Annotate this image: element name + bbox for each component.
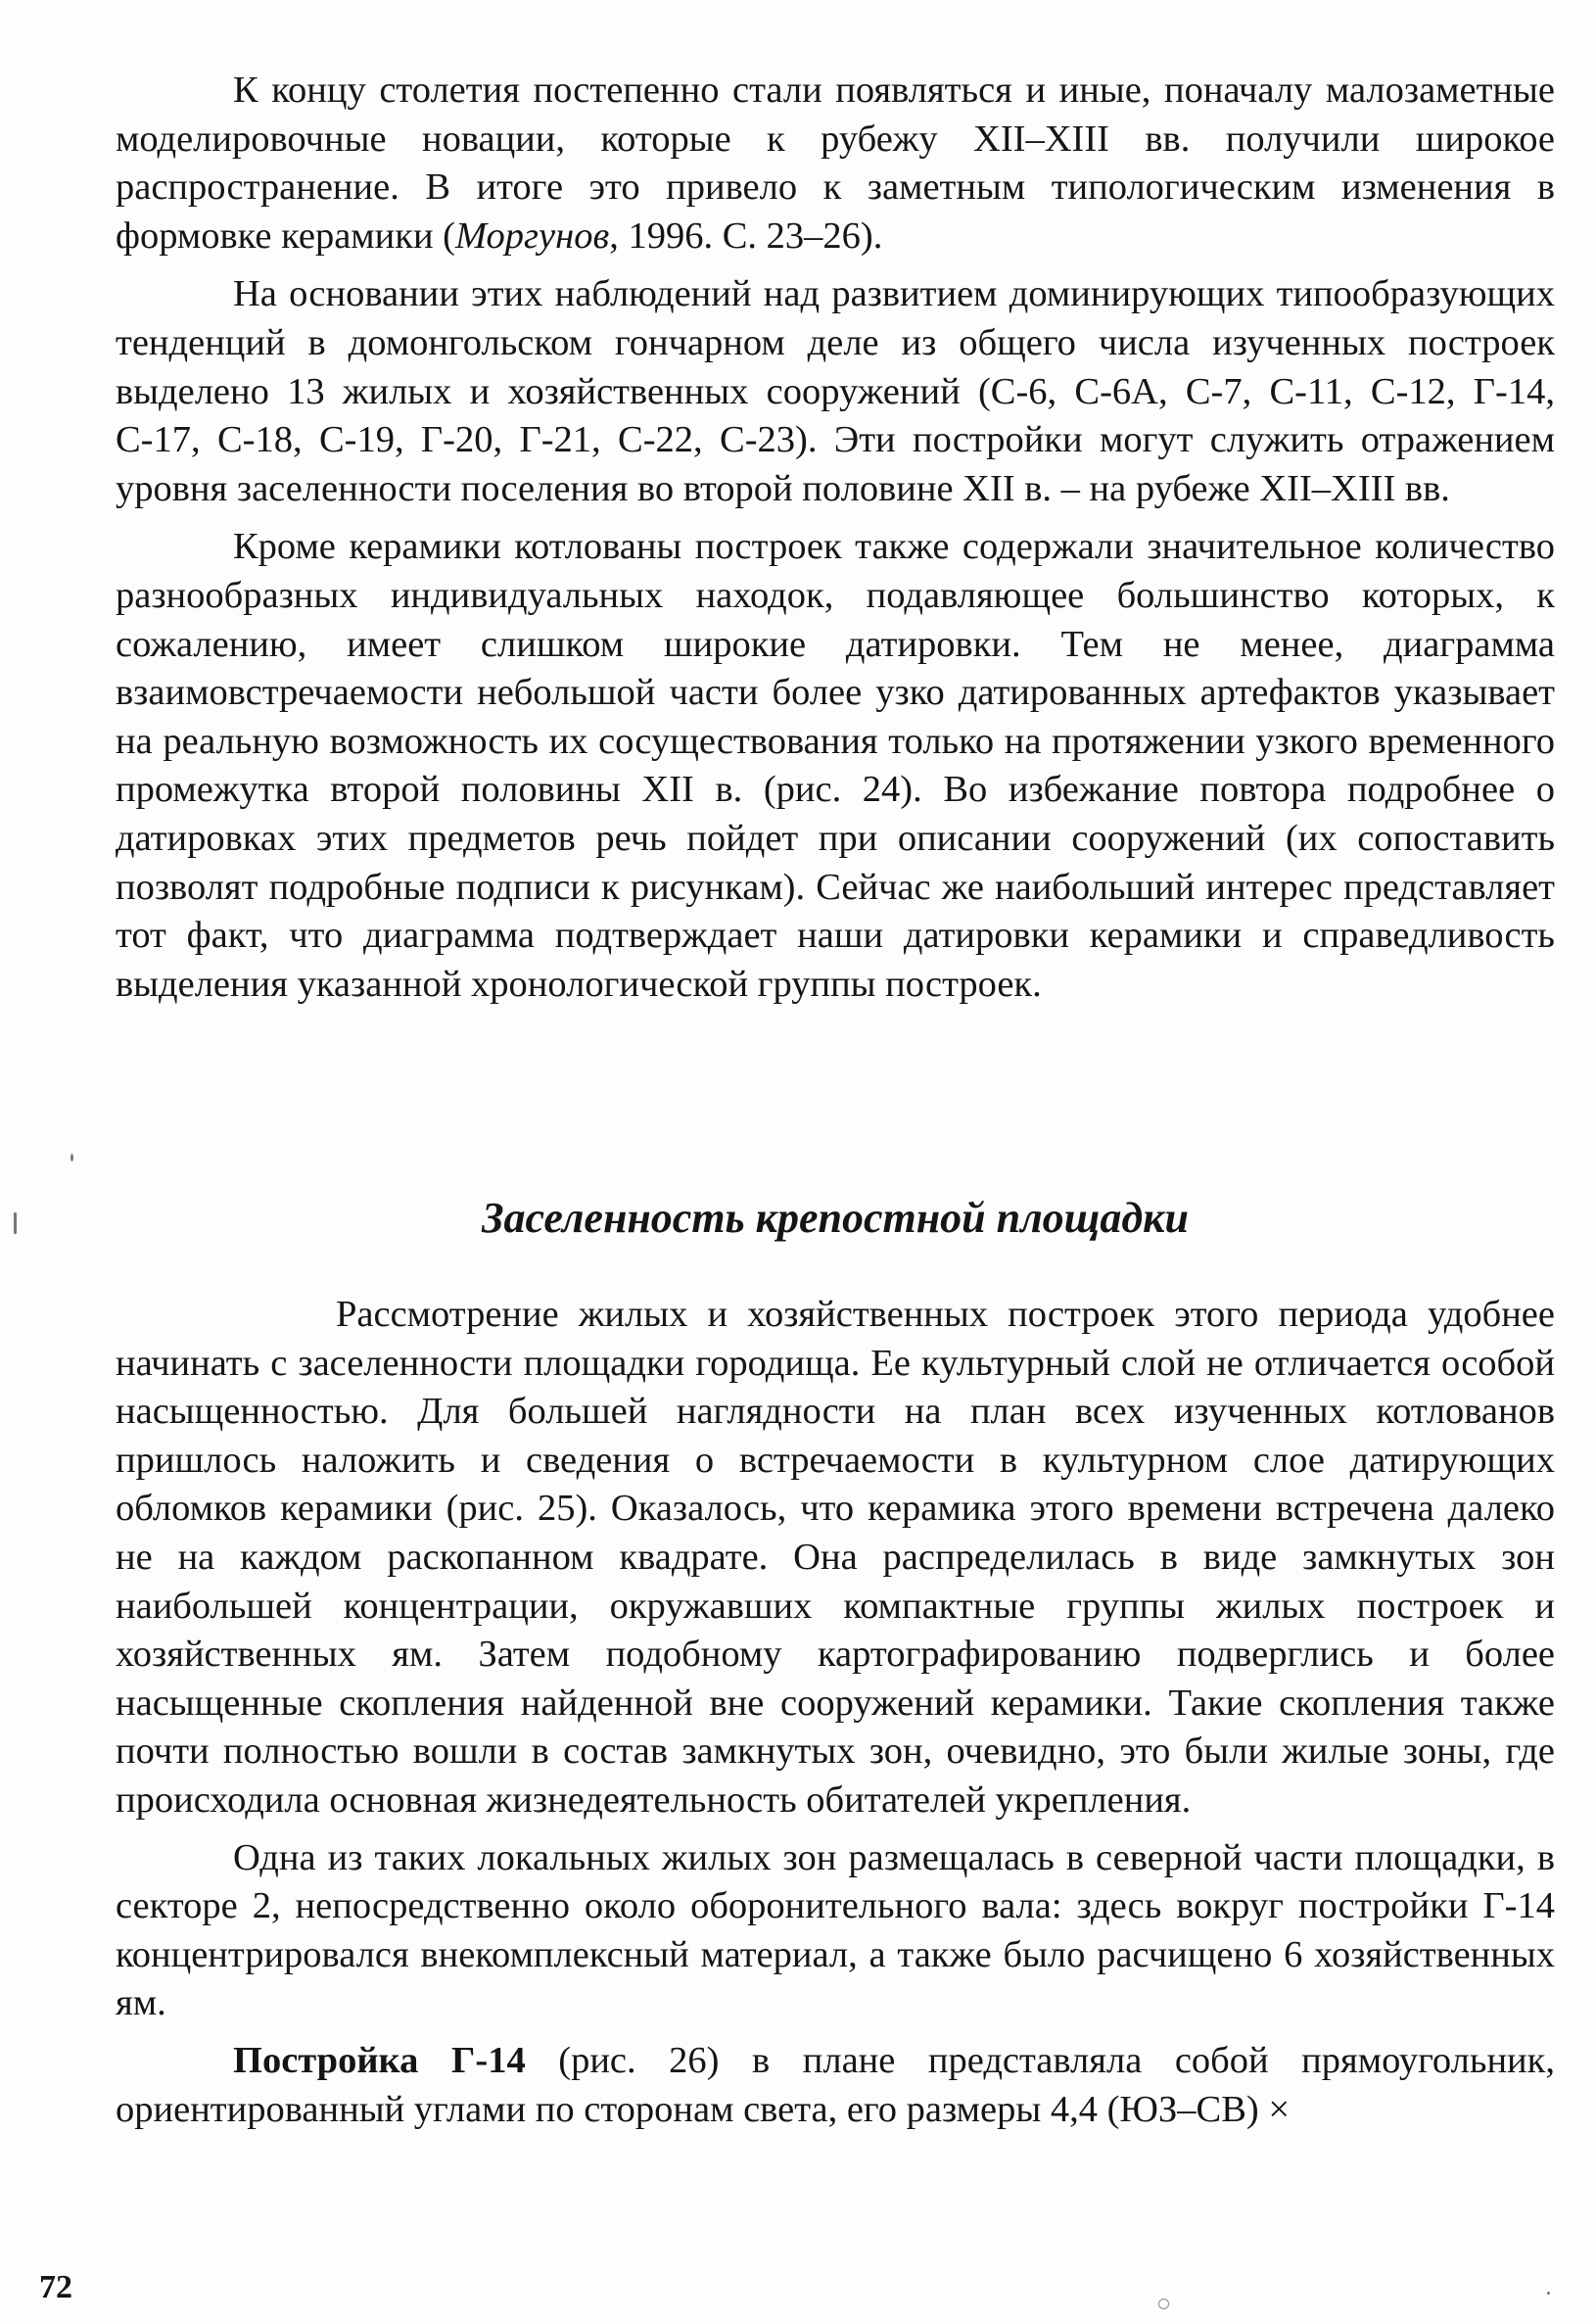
scan-speck [70, 1154, 73, 1162]
paragraph-text: (рис. 26) в плане представляла собой прямоугольник, ориентированный углами по сторонам света, его размеры 4,4 (ЮЗ–СВ) × [116, 2039, 1555, 2130]
text-section-lower [116, 1291, 1555, 2134]
paragraph: Рассмотрение жилых и хозяйственных построек этого периода удобнее начинать с заселенности площадки городища. Ее культурный слой не отличается особой насыщенностью. Для большей наглядности на план всех изученных котлованов пришлось наложить и сведения о встречаемости в культурном слое датирующих обломков керамики (рис. 25). Оказалось, что керамика этого времени встречена далеко не на каждом раскопанном квадрате. Она распределилась в виде замкнутых зон наибольшей концентрации, окружавших компактные группы жилых построек и хозяйственных ям. Затем подобному картографированию подверглись и более насыщенные скопления найденной вне сооружений керамики. Такие скопления также почти полностью вошли в состав замкнутых зон, очевидно, это были жилые зоны, где происходила основная жизнедеятельность обитателей укрепления. [116, 1294, 1555, 1821]
scan-speck [14, 1212, 17, 1234]
paragraph [116, 67, 1555, 261]
page-number: 72 [39, 2269, 72, 2305]
structure-label: Постройка Г-14 [233, 2039, 526, 2081]
paragraph [116, 2037, 1555, 2134]
scan-speck [1547, 2292, 1550, 2295]
scan-speck [1158, 2299, 1169, 2309]
citation-rest: , 1996. С. 23–26). [609, 214, 883, 257]
section-heading: Заселенность крепостной площадки [482, 1194, 1189, 1242]
paragraph: Кроме керамики котлованы построек также содержали значительное количество разнообразных индивидуальных находок, подавляющее большинство которых, к сожалению, имеет слишком широкие датировки. Тем не менее, диаграмма взаимовстречаемости небольшой части более узко датированных артефактов указывает на реальную возможность их сосуществования только на протяжении узкого временного промежутка второй половины XII в. (рис. 24). Во избежание повтора подробнее о датировках этих предметов речь пойдет при описании сооружений (их сопоставить позволят подробные подписи к рисункам). Сейчас же наибольший интерес представляет тот факт, что диаграмма подтверждает наши датировки керамики и справедливость выделения указанной хронологической группы построек. [116, 526, 1555, 1005]
paragraph: Одна из таких локальных жилых зон размещалась в северной части площадки, в секторе 2, непосредственно около оборонительного вала: здесь вокруг постройки Г-14 концентрировался внекомплексный материал, а также было расчищено 6 хозяйственных ям. [116, 1836, 1555, 2024]
text-section-upper [116, 67, 1555, 1009]
citation-author: Моргунов [455, 214, 610, 257]
paragraph: На основании этих наблюдений над развитием доминирующих типообразующих тенденций в домонгольском гончарном деле из общего числа изученных построек выделено 13 жилых и хозяйственных сооружений (С-6, С-6А, С-7, С-11, С-12, Г-14, С-17, С-18, С-19, Г-20, Г-21, С-22, С-23). Эти постройки могут служить отражением уровня заселенности поселения во второй половине XII в. – на рубеже XII–XIII вв. [116, 273, 1555, 509]
paragraph-text: К концу столетия постепенно стали появляться и иные, поначалу малозаметные моделировочные новации, которые к рубежу XII–XIII вв. получили широкое распространение. В итоге это привело к заметным типологическим изменения в формовке керамики ( [116, 70, 1555, 257]
